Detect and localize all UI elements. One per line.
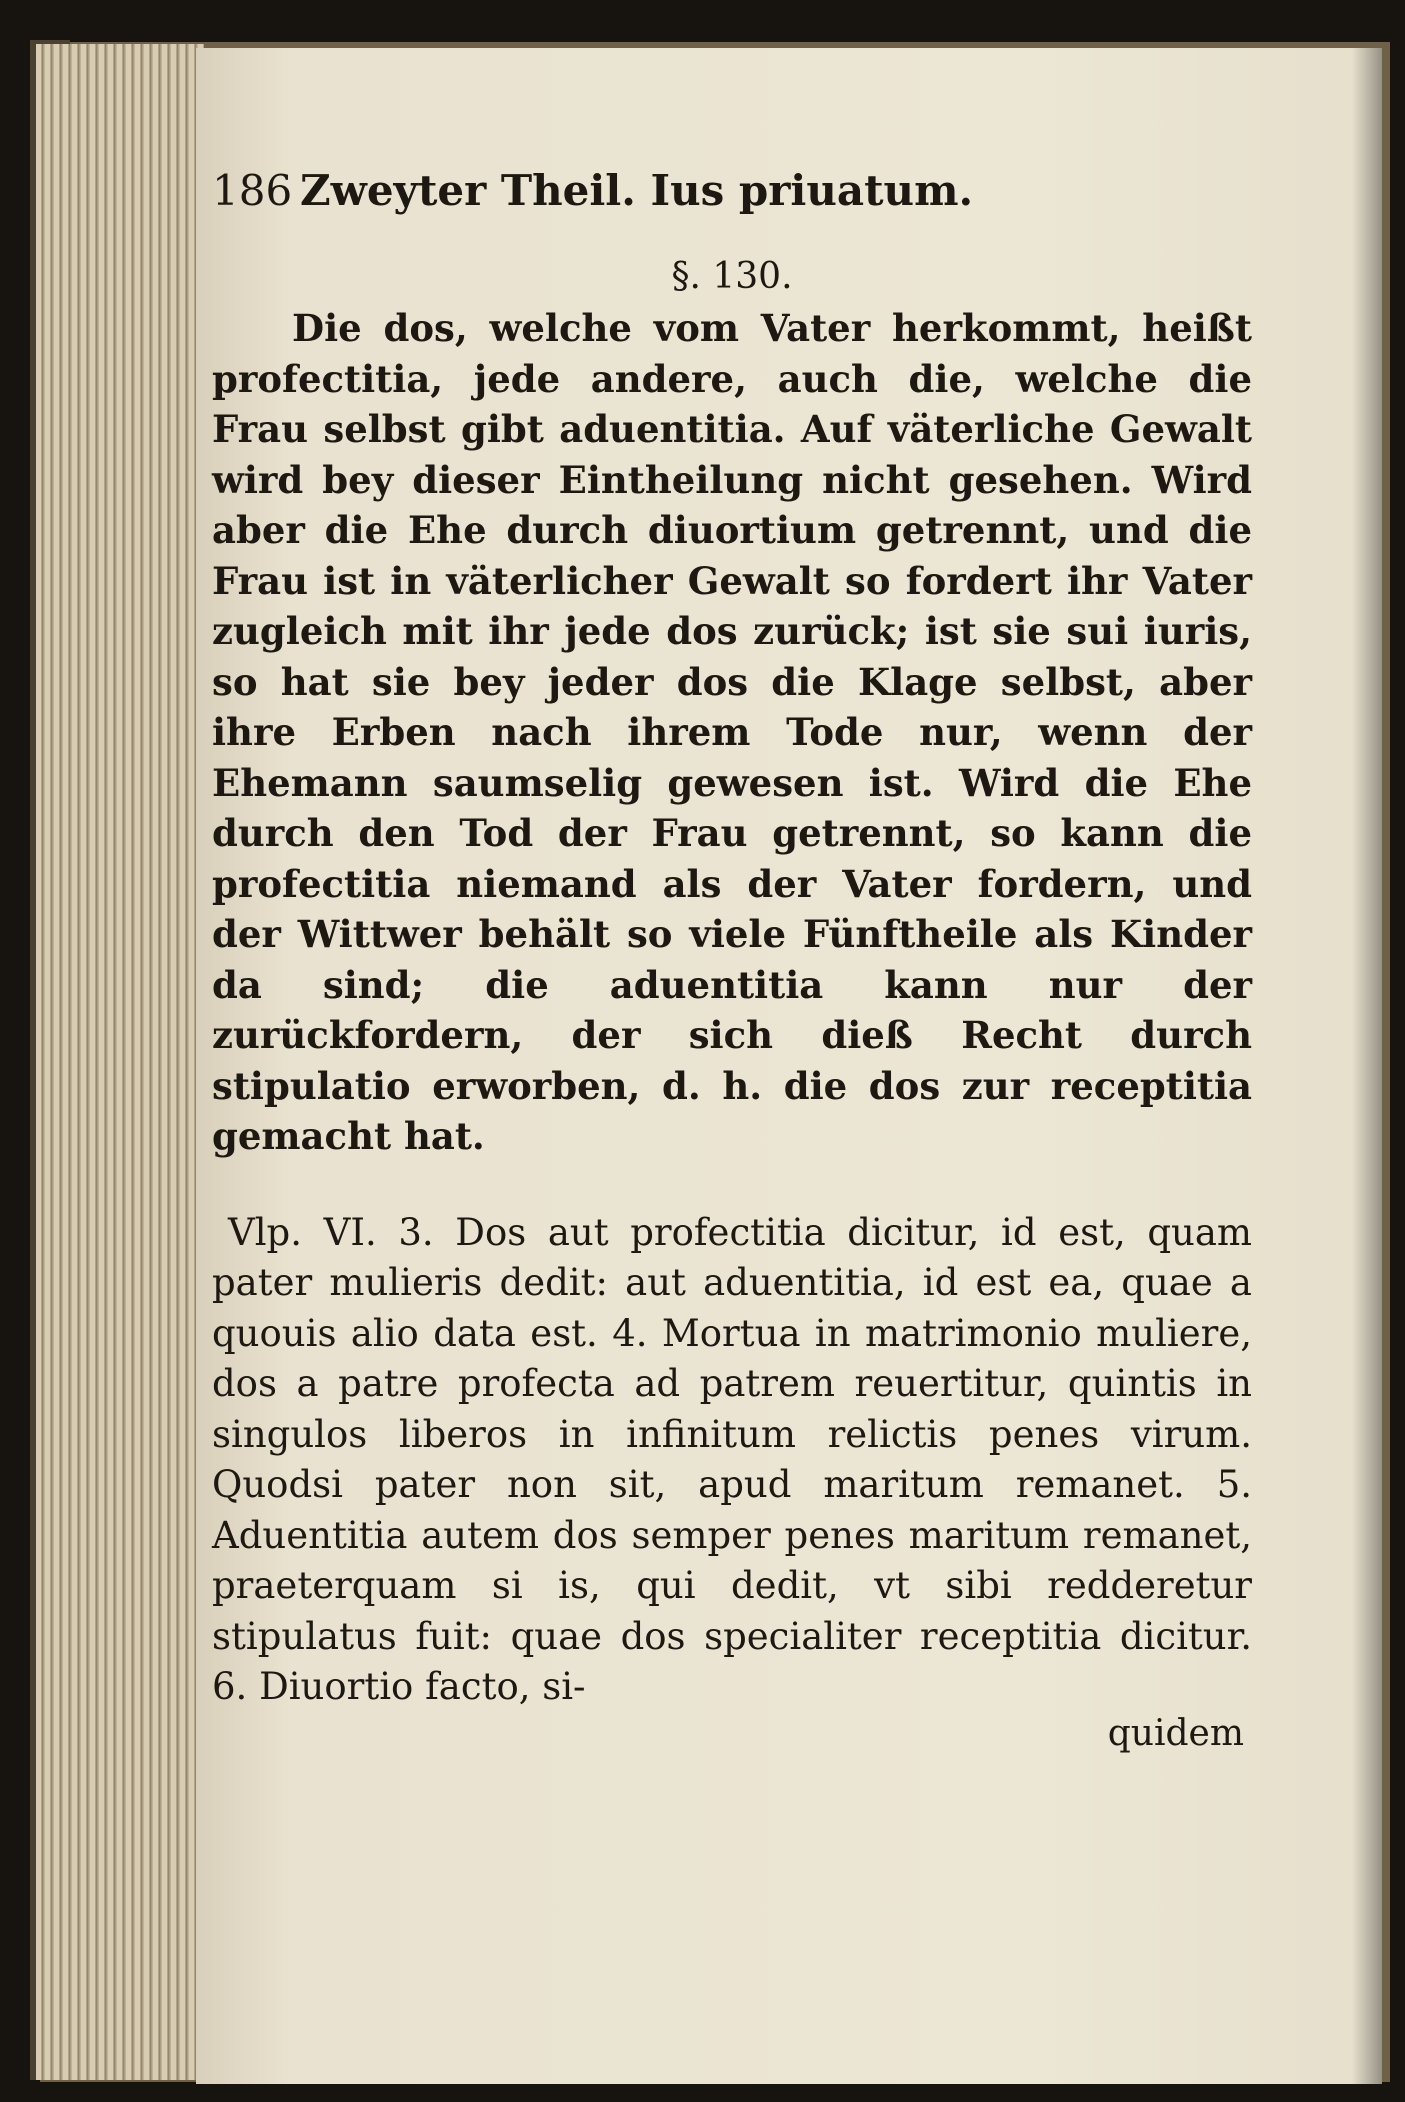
running-header — [212, 166, 1252, 230]
catchword: quidem — [1107, 1712, 1244, 1754]
page-number: 186 — [212, 166, 293, 215]
latin-text: Vlp. VI. 3. Dos aut profectitia dicitur, id est, quam pater mulieris dedit: aut aduentitia, id est ea, quae a quouis alio data est. 4. Mortua in matrimonio muliere, dos a patre profecta ad patrem reuertitur, quintis in singulos liberos in infinitum relictis penes virum. Quodsi pater non sit, apud maritum remanet. 5. Aduentitia autem dos semper penes maritum remanet, praeterquam si is, qui dedit, vt sibi redderetur stipulatus fuit: quae dos specialiter receptitia dicitur. 6. Diuortio facto, si- — [212, 1210, 1252, 1708]
latin-paragraph — [212, 1208, 1252, 1713]
german-text: Die dos, welche vom Vater herkommt, heißt profectitia, jede andere, auch die, welche die Frau selbst gibt aduentitia. Auf väterliche Gewalt wird bey dieser Eintheilung nicht gesehen. Wird aber die Ehe durch diuortium getrennt, und die Frau ist in väterlicher Gewalt so fordert ihr Vater zugleich mit ihr jede dos zurück; ist sie sui iuris, so hat sie bey jeder dos die Klage selbst, aber ihre Erben nach ihrem Tode nur, wenn der Ehemann saumselig gewesen ist. Wird die Ehe durch den Tod der Frau getrennt, so kann die profectitia niemand als der Vater fordern, und der Wittwer behält so viele Fünftheile als Kinder da sind; die aduentitia kann nur der zurückfordern, der sich dieß Recht durch stipulatio erworben, d. h. die dos zur receptitia gemacht hat. — [212, 306, 1252, 1158]
page-text — [212, 166, 1252, 1754]
section-number: §. 130. — [671, 256, 793, 297]
gutter-shadow — [1352, 48, 1382, 2084]
header-title: Zweyter Theil. Ius priuatum. — [300, 166, 974, 215]
german-paragraph — [212, 303, 1252, 1162]
page-edges — [36, 44, 204, 2080]
